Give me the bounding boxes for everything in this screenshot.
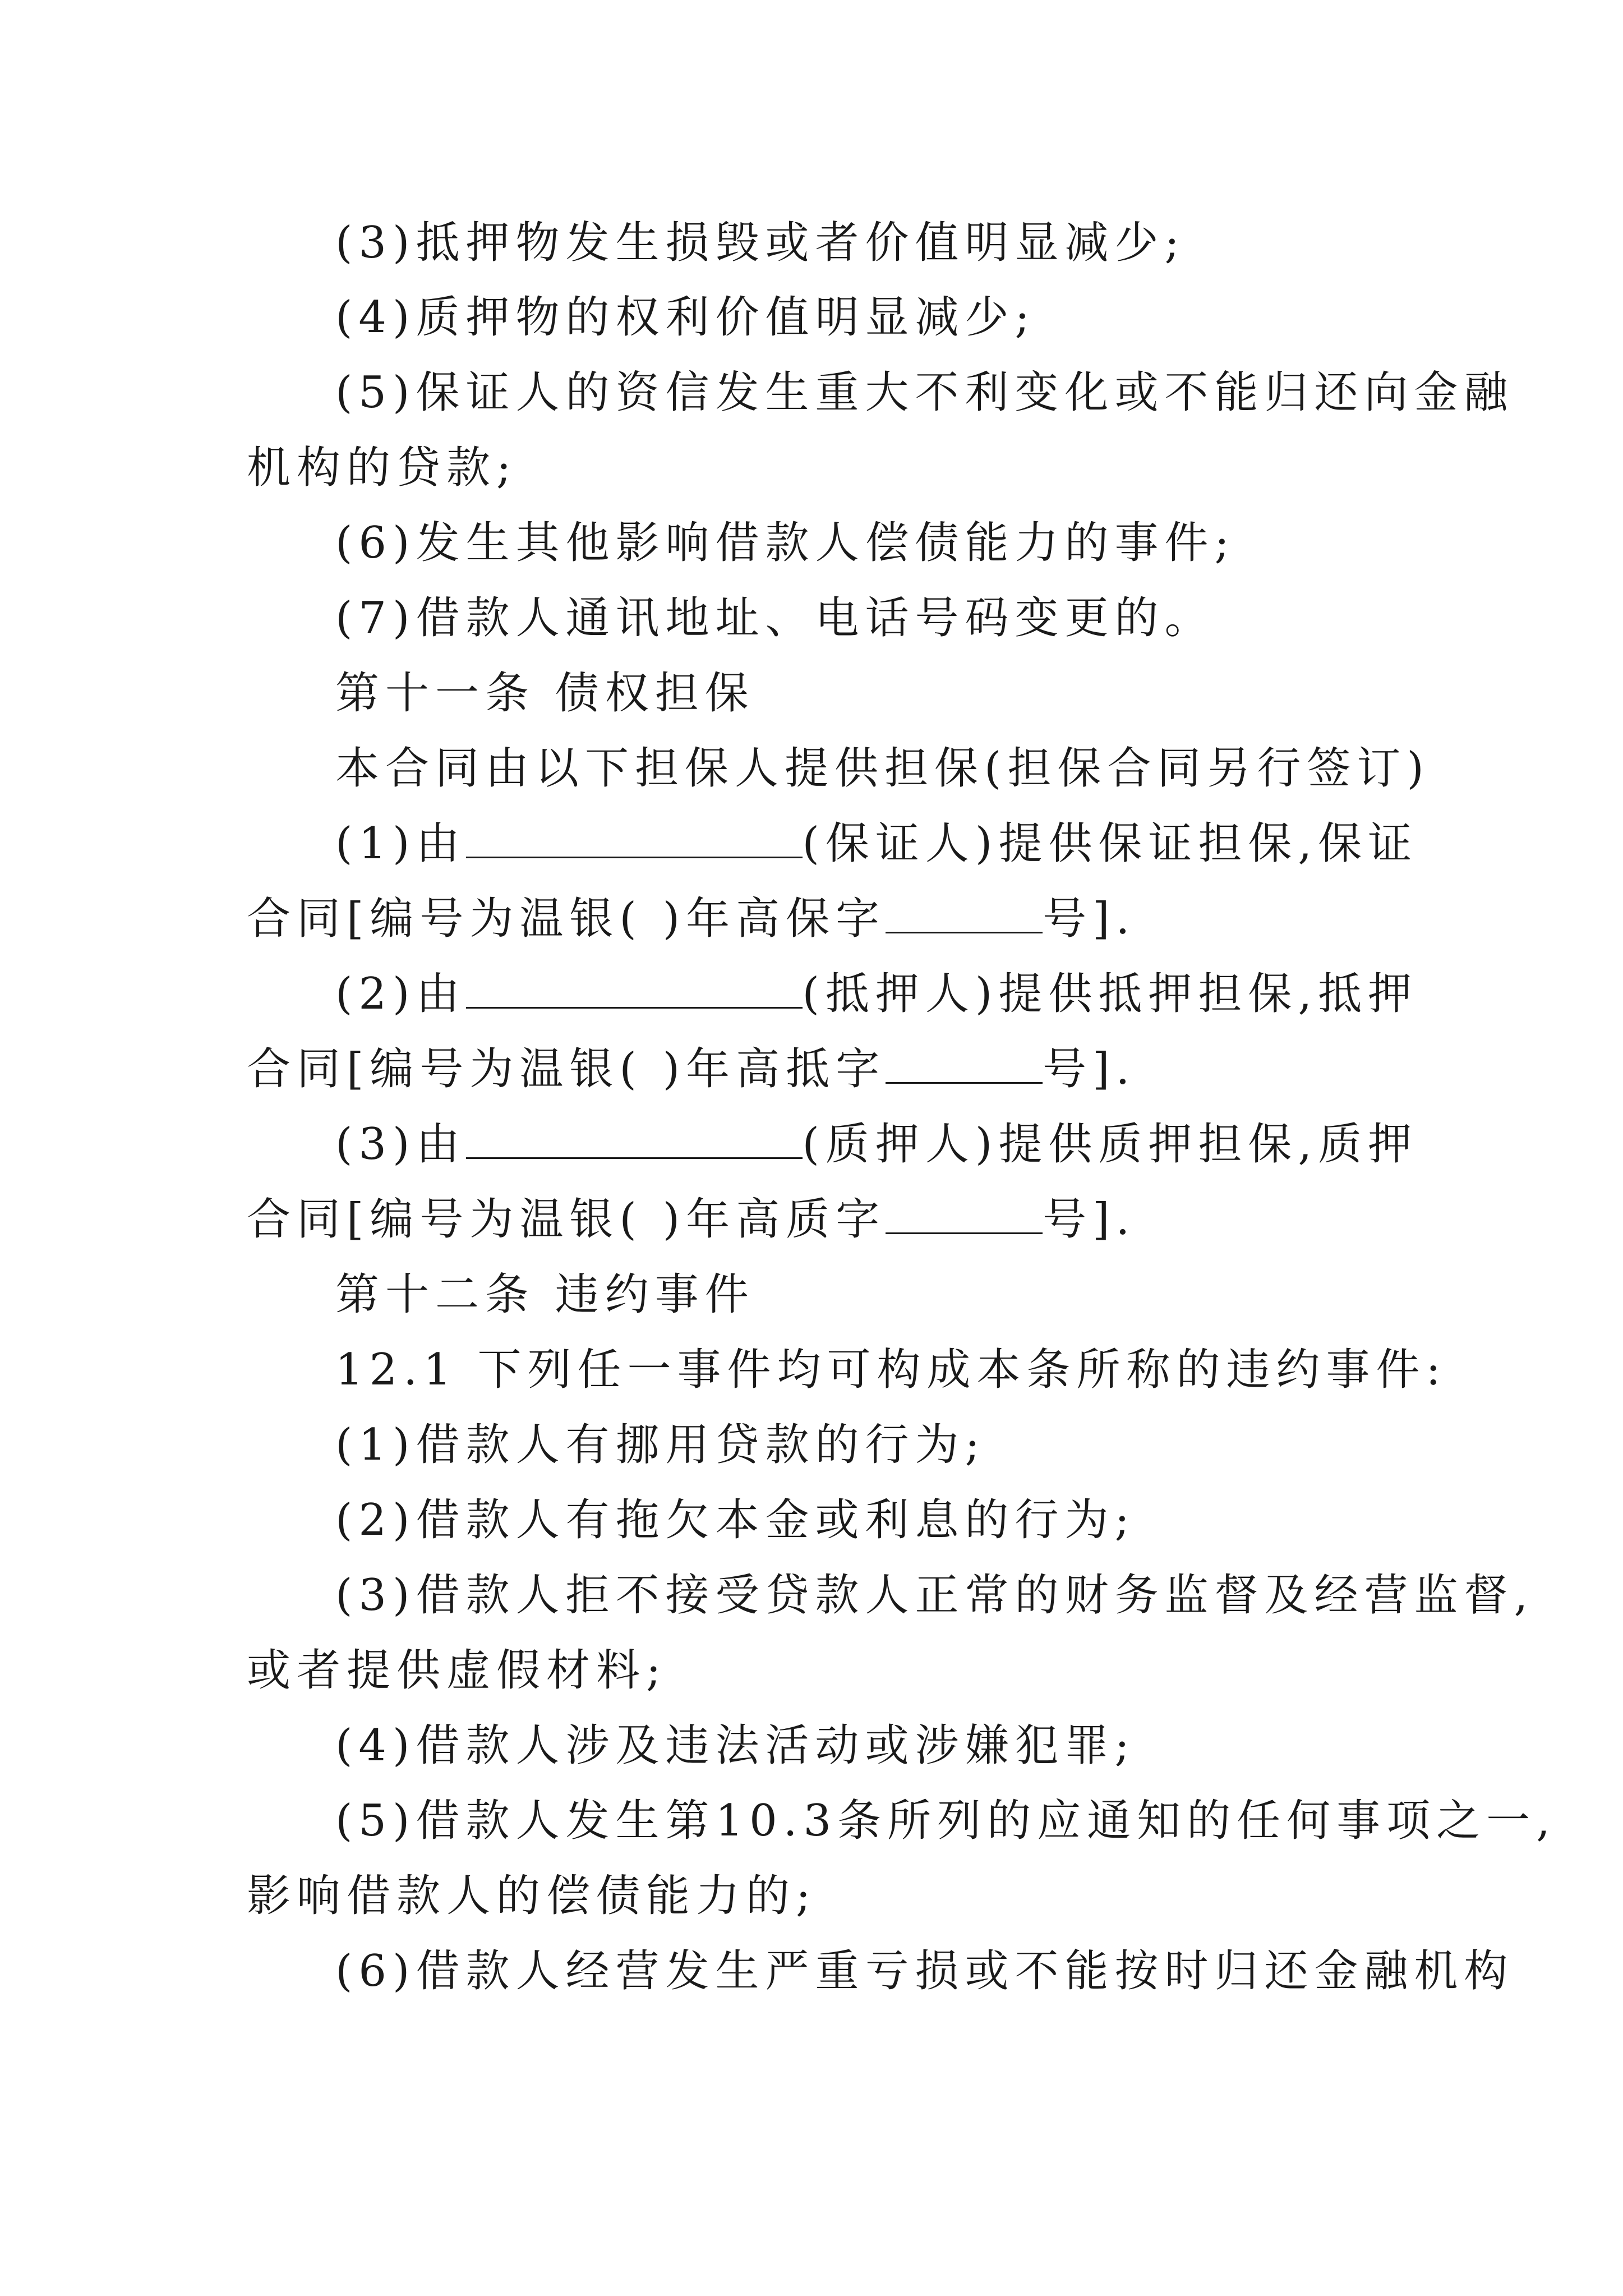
text-line: 号]. <box>1043 1044 1136 1094</box>
pledge-contract-number-blank[interactable] <box>886 1189 1043 1234</box>
text-line: (6)借款人经营发生严重亏损或不能按时归还金融机构 <box>335 1946 1514 1996</box>
text-line: (5)借款人发生第10.3条所列的应通知的任何事项之一, <box>335 1796 1556 1846</box>
text-line: 号]. <box>1043 1194 1136 1245</box>
section-heading: 第十一条 债权担保 <box>335 668 755 719</box>
clause-10-item-5-cont <box>247 437 517 499</box>
text-line: (5)保证人的资信发生重大不利变化或不能归还向金融 <box>335 367 1514 418</box>
text-line: (4)借款人涉及违法活动或涉嫌犯罪; <box>335 1720 1136 1771</box>
text-line: (7)借款人通讯地址、电话号码变更的。 <box>335 593 1215 643</box>
default-item-4 <box>335 1715 1136 1777</box>
clause-10-item-6 <box>335 512 1235 574</box>
text-line: 合同[编号为温银( )年高抵字 <box>247 1044 886 1094</box>
default-item-3 <box>335 1565 1534 1626</box>
text-line: (2)借款人有拖欠本金或利息的行为; <box>335 1495 1136 1545</box>
article-11-heading <box>335 662 755 724</box>
mortgagor-name-blank[interactable] <box>466 963 803 1009</box>
guarantor-name-blank[interactable] <box>466 813 803 858</box>
guarantee-contract-number-blank[interactable] <box>886 888 1043 933</box>
text-line: (2)由 <box>335 969 466 1019</box>
clause-10-item-3 <box>335 212 1186 274</box>
text-line: 机构的贷款; <box>247 443 518 493</box>
article-11-intro <box>335 738 1430 799</box>
mortgage-contract-number-blank[interactable] <box>886 1038 1043 1084</box>
guarantee-item-1-cont <box>247 888 1136 950</box>
text-line: (3)抵押物发生损毁或者价值明显减少; <box>335 218 1186 268</box>
text-line: 合同[编号为温银( )年高保字 <box>247 894 886 944</box>
guarantee-item-3-cont <box>247 1189 1136 1250</box>
guarantee-item-1 <box>335 813 1418 875</box>
guarantee-item-2 <box>335 963 1418 1025</box>
text-line: 本合同由以下担保人提供担保(担保合同另行签订) <box>335 743 1430 794</box>
default-item-5-cont <box>247 1865 817 1927</box>
guarantee-item-2-cont <box>247 1038 1136 1100</box>
text-line: 合同[编号为温银( )年高质字 <box>247 1194 886 1245</box>
text-line: (3)借款人拒不接受贷款人正常的财务监督及经营监督, <box>335 1570 1534 1621</box>
default-item-1 <box>335 1414 986 1476</box>
default-item-5 <box>335 1790 1556 1852</box>
section-heading: 第十二条 违约事件 <box>335 1269 755 1320</box>
pledgor-name-blank[interactable] <box>466 1114 803 1159</box>
default-item-3-cont <box>247 1640 667 1701</box>
clause-10-item-5 <box>335 362 1514 424</box>
default-item-2 <box>335 1489 1136 1551</box>
text-line: 号]. <box>1043 894 1136 944</box>
text-line: (1)由 <box>335 818 466 869</box>
text-line: (保证人)提供保证担保,保证 <box>802 818 1418 869</box>
default-item-6 <box>335 1940 1514 2002</box>
text-line: (4)质押物的权利价值明显减少; <box>335 292 1036 343</box>
text-line: 影响借款人的偿债能力的; <box>247 1871 817 1921</box>
text-line: 或者提供虚假材料; <box>247 1645 667 1696</box>
clause-10-item-4 <box>335 287 1036 348</box>
guarantee-item-3 <box>335 1114 1418 1175</box>
article-12-heading <box>335 1264 755 1326</box>
text-line: (6)发生其他影响借款人偿债能力的事件; <box>335 518 1235 568</box>
text-line: (抵押人)提供抵押担保,抵押 <box>802 969 1418 1019</box>
text-line: (1)借款人有挪用贷款的行为; <box>335 1420 986 1470</box>
text-line: (质押人)提供质押担保,质押 <box>802 1119 1418 1170</box>
clause-12-1 <box>335 1339 1447 1401</box>
text-line: (3)由 <box>335 1119 466 1170</box>
clause-10-item-7 <box>335 587 1215 649</box>
text-line: 12.1 下列任一事件均可构成本条所称的违约事件: <box>335 1345 1447 1395</box>
